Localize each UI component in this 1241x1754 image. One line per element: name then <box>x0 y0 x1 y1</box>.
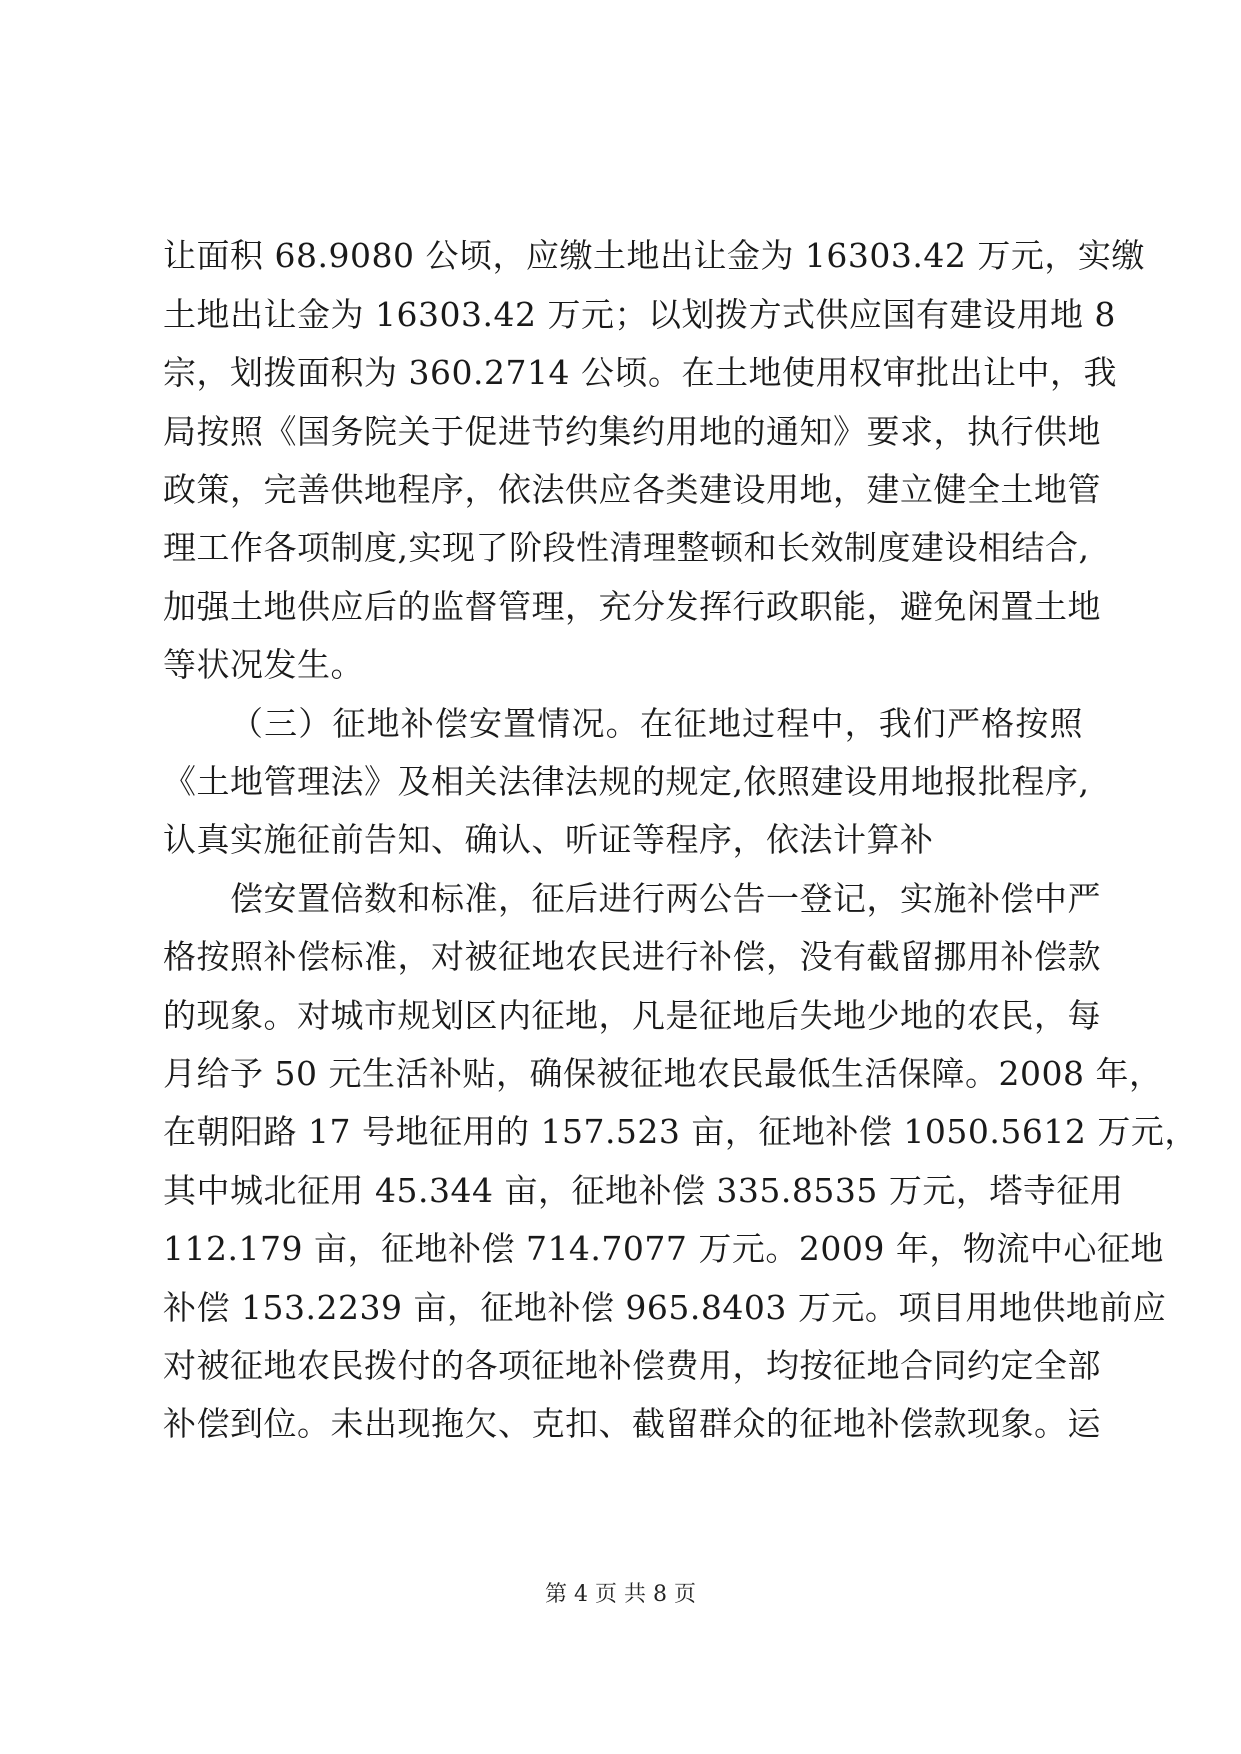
body-text-line: 在朝阳路 17 号地征用的 157.523 亩，征地补偿 1050.5612 万元， <box>163 1112 1198 1151</box>
body-text-line: 认真实施征前告知、确认、听证等程序，依法计算补 <box>163 820 934 859</box>
body-text-line: 理工作各项制度,实现了阶段性清理整顿和长效制度建设相结合, <box>163 528 1090 567</box>
body-text-line: 宗，划拨面积为 360.2714 公顷。在土地使用权审批出让中，我 <box>163 353 1117 392</box>
body-text-line: 让面积 68.9080 公顷，应缴土地出让金为 16303.42 万元，实缴 <box>163 236 1145 275</box>
body-text-line: 加强土地供应后的监督管理，充分发挥行政职能，避免闲置土地 <box>163 587 1101 626</box>
body-text-line: 政策，完善供地程序，依法供应各类建设用地，建立健全土地管 <box>163 470 1101 509</box>
body-text-line: 等状况发生。 <box>163 645 364 684</box>
body-text-line: 月给予 50 元生活补贴，确保被征地农民最低生活保障。2008 年， <box>163 1054 1163 1093</box>
page-footer: 第 4 页 共 8 页 <box>545 1582 696 1607</box>
body-text-line: 格按照补偿标准，对被征地农民进行补偿，没有截留挪用补偿款 <box>163 937 1101 976</box>
body-text-line: 局按照《国务院关于促进节约集约用地的通知》要求，执行供地 <box>163 412 1101 451</box>
body-text-line: 其中城北征用 45.344 亩，征地补偿 335.8535 万元，塔寺征用 <box>163 1171 1124 1210</box>
body-text-line: 112.179 亩，征地补偿 714.7077 万元。2009 年，物流中心征地 <box>163 1229 1164 1268</box>
body-text-line: 补偿到位。未出现拖欠、克扣、截留群众的征地补偿款现象。运 <box>163 1404 1101 1443</box>
body-text-line: 《土地管理法》及相关法律法规的规定,依照建设用地报批程序, <box>163 762 1090 801</box>
body-text-line: 的现象。对城市规划区内征地，凡是征地后失地少地的农民，每 <box>163 996 1101 1035</box>
body-text-line: 土地出让金为 16303.42 万元；以划拨方式供应国有建设用地 8 <box>163 295 1116 334</box>
body-text-line: 对被征地农民拨付的各项征地补偿费用，均按征地合同约定全部 <box>163 1346 1101 1385</box>
body-text-line: 补偿 153.2239 亩，征地补偿 965.8403 万元。项目用地供地前应 <box>163 1288 1167 1327</box>
section-heading-line: （三）征地补偿安置情况。在征地过程中，我们严格按照 <box>230 704 1083 743</box>
body-text-line: 偿安置倍数和标准，征后进行两公告一登记，实施补偿中严 <box>230 879 1101 918</box>
